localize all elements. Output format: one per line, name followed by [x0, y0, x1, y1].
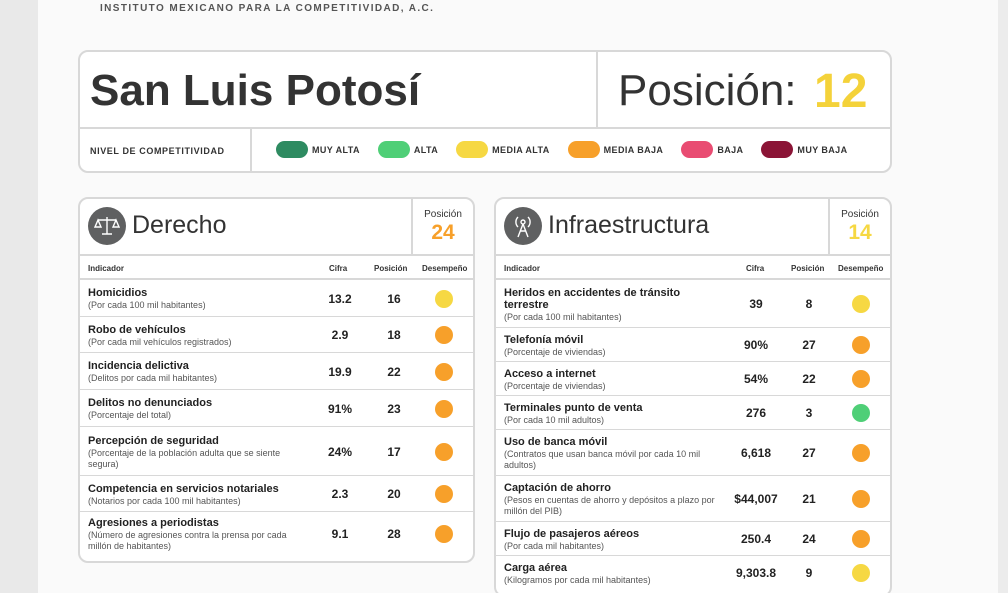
- indicator-position: 22: [802, 372, 816, 386]
- indicator-description: (Delitos por cada mil habitantes): [88, 373, 218, 383]
- column-performance: Desempeño: [838, 264, 884, 273]
- derecho-position-box: [411, 199, 473, 254]
- right-margin: [998, 0, 1008, 593]
- derecho-position-value: 24: [431, 221, 455, 244]
- table-row: [496, 362, 890, 396]
- table-row: [80, 317, 473, 353]
- indicator-value: 54%: [743, 372, 769, 386]
- indicator-value: 250.4: [740, 532, 772, 546]
- legend-item: [681, 141, 761, 158]
- indicator-description: (Por cada mil vehículos registrados): [88, 337, 232, 347]
- derecho-table-body: [80, 280, 473, 556]
- indicator-name: Flujo de pasajeros aéreos: [504, 528, 640, 540]
- indicator-description: (Porcentaje de la población adulta que se siente segura): [88, 448, 281, 469]
- overall-position-box: [596, 52, 892, 127]
- derecho-header: [80, 199, 473, 256]
- overall-position-value: 12: [814, 65, 868, 118]
- indicator-position: 27: [802, 446, 816, 460]
- performance-dot: [852, 295, 870, 313]
- legend-item: [568, 141, 682, 158]
- legend-label: ALTA: [413, 144, 439, 155]
- table-row: [496, 522, 890, 556]
- column-value: Cifra: [746, 264, 765, 273]
- performance-dot: [435, 363, 453, 381]
- indicator-position: 3: [805, 406, 813, 420]
- indicator-value: 19.9: [328, 364, 352, 379]
- performance-dot: [435, 443, 453, 461]
- indicator-value: 90%: [743, 338, 769, 352]
- indicator-position: 17: [387, 444, 401, 459]
- indicator-description: (Porcentaje de viviendas): [504, 347, 606, 357]
- infraestructura-position-value: 14: [848, 221, 872, 244]
- indicator-name: Acceso a internet: [504, 368, 596, 380]
- indicator-name: Delitos no denunciados: [88, 397, 213, 409]
- table-row: [80, 427, 473, 476]
- overall-position-label: Posición:: [618, 66, 797, 115]
- indicator-description: (Por cada mil habitantes): [504, 541, 605, 551]
- table-row: [496, 556, 890, 590]
- institute-name: INSTITUTO MEXICANO PARA LA COMPETITIVIDAD, A.C.: [100, 3, 435, 14]
- indicator-value: 13.2: [328, 291, 352, 306]
- indicator-name: Robo de vehículos: [88, 324, 186, 336]
- column-indicator: Indicador: [504, 264, 541, 273]
- infraestructura-card: [494, 197, 892, 593]
- column-performance: Desempeño: [422, 264, 468, 273]
- performance-dot: [435, 525, 453, 543]
- legend-label: MUY ALTA: [312, 144, 360, 155]
- indicator-position: 22: [387, 364, 401, 379]
- indicator-value: 9,303.8: [735, 566, 777, 580]
- performance-dot: [852, 404, 870, 422]
- indicator-name: Percepción de seguridad: [88, 435, 219, 447]
- indicator-value: $44,007: [734, 492, 778, 506]
- indicator-description: (Kilogramos por cada mil habitantes): [504, 575, 651, 585]
- legend-swatch: [456, 141, 488, 158]
- indicator-position: 8: [805, 297, 813, 311]
- indicator-name: Incidencia delictiva: [88, 360, 189, 372]
- performance-dot: [852, 444, 870, 462]
- derecho-card: [78, 197, 475, 563]
- infraestructura-position-box: [828, 199, 890, 254]
- indicator-value: 2.3: [331, 487, 349, 501]
- infraestructura-position-label: Posición: [841, 209, 879, 220]
- indicator-value: 9.1: [331, 527, 349, 541]
- indicator-position: 28: [387, 527, 401, 541]
- table-row: [496, 328, 890, 362]
- indicator-description: (Por cada 10 mil adultos): [504, 415, 605, 425]
- legend-label: BAJA: [717, 144, 744, 155]
- performance-dot: [852, 530, 870, 548]
- legend-item: [378, 141, 456, 158]
- performance-dot: [435, 485, 453, 503]
- competitiveness-level-label: NIVEL DE COMPETITIVIDAD: [80, 129, 252, 173]
- indicator-position: 18: [387, 328, 401, 342]
- antenna-icon: [504, 207, 542, 245]
- indicator-position: 21: [802, 492, 816, 506]
- performance-dot: [852, 490, 870, 508]
- indicator-value: 24%: [327, 444, 353, 459]
- indicator-description: (Número de agresiones contra la prensa por cada millón de habitantes): [88, 530, 287, 551]
- indicator-position: 16: [387, 291, 401, 306]
- state-name: San Luis Potosí: [90, 66, 421, 115]
- indicator-description: (Pesos en cuentas de ahorro y depósitos a plazo por millón del PIB): [504, 495, 715, 516]
- performance-dot: [852, 564, 870, 582]
- indicator-description: (Porcentaje de viviendas): [504, 381, 606, 391]
- indicator-name: Carga aérea: [504, 562, 567, 574]
- infraestructura-header: [496, 199, 890, 256]
- legend-swatch: [378, 141, 410, 158]
- performance-dot: [435, 326, 453, 344]
- column-value: Cifra: [329, 264, 348, 273]
- column-position: Posición: [374, 264, 408, 273]
- derecho-table-header: [80, 256, 473, 280]
- legend-swatch: [761, 141, 793, 158]
- column-position: Posición: [791, 264, 825, 273]
- legend-item: [456, 141, 568, 158]
- indicator-value: 2.9: [331, 328, 349, 342]
- table-row: [80, 390, 473, 427]
- indicator-description: (Notarios por cada 100 mil habitantes): [88, 496, 241, 506]
- derecho-position-label: Posición: [424, 209, 462, 220]
- infraestructura-title: Infraestructura: [548, 211, 710, 239]
- indicator-name: Terminales punto de venta: [504, 402, 643, 414]
- derecho-title: Derecho: [132, 211, 227, 239]
- indicator-position: 9: [805, 566, 813, 580]
- legend-label: MUY BAJA: [797, 144, 848, 155]
- indicator-name: Telefonía móvil: [504, 334, 584, 346]
- indicator-description: (Por cada 100 mil habitantes): [504, 312, 622, 322]
- indicator-position: 24: [802, 532, 816, 546]
- legend-label: MEDIA BAJA: [603, 144, 664, 155]
- indicator-position: 27: [802, 338, 816, 352]
- indicator-description: (Porcentaje del total): [88, 410, 172, 420]
- performance-dot: [435, 400, 453, 418]
- table-row: [80, 280, 473, 317]
- performance-dot: [435, 290, 453, 308]
- indicator-value: 91%: [327, 401, 353, 416]
- table-row: [496, 396, 890, 430]
- column-indicator: Indicador: [88, 264, 125, 273]
- indicator-description: (Contratos que usan banca móvil por cada 10 mil adultos): [504, 449, 701, 470]
- scales-icon: [88, 207, 126, 245]
- indicator-name: Uso de banca móvil: [504, 436, 608, 448]
- competitiveness-legend: [276, 141, 865, 158]
- infraestructura-table-header: [496, 256, 890, 280]
- table-row: [496, 430, 890, 476]
- state-header-card: [78, 50, 892, 173]
- legend-swatch: [568, 141, 600, 158]
- legend-label: MEDIA ALTA: [492, 144, 550, 155]
- indicator-value: 39: [749, 297, 763, 311]
- legend-swatch: [276, 141, 308, 158]
- performance-dot: [852, 336, 870, 354]
- indicator-position: 23: [387, 401, 401, 416]
- table-row: [80, 476, 473, 512]
- legend-item: [276, 141, 378, 158]
- page: [38, 0, 1000, 593]
- performance-dot: [852, 370, 870, 388]
- table-row: [496, 280, 890, 328]
- table-row: [80, 353, 473, 390]
- indicator-name: Competencia en servicios notariales: [88, 483, 279, 495]
- indicator-name: Agresiones a periodistas: [88, 517, 219, 529]
- competitiveness-legend-row: [80, 127, 892, 173]
- indicator-name: Captación de ahorro: [504, 482, 611, 494]
- table-row: [496, 476, 890, 522]
- indicator-position: 20: [387, 487, 401, 501]
- infraestructura-table-body: [496, 280, 890, 590]
- legend-swatch: [681, 141, 713, 158]
- indicator-name: Heridos en accidentes de tránsito terrestre: [504, 287, 681, 311]
- legend-item: [761, 141, 865, 158]
- table-row: [80, 512, 473, 556]
- indicator-name: Homicidios: [88, 287, 148, 299]
- indicator-value: 276: [745, 406, 767, 420]
- indicator-description: (Por cada 100 mil habitantes): [88, 300, 206, 310]
- indicator-value: 6,618: [740, 446, 772, 460]
